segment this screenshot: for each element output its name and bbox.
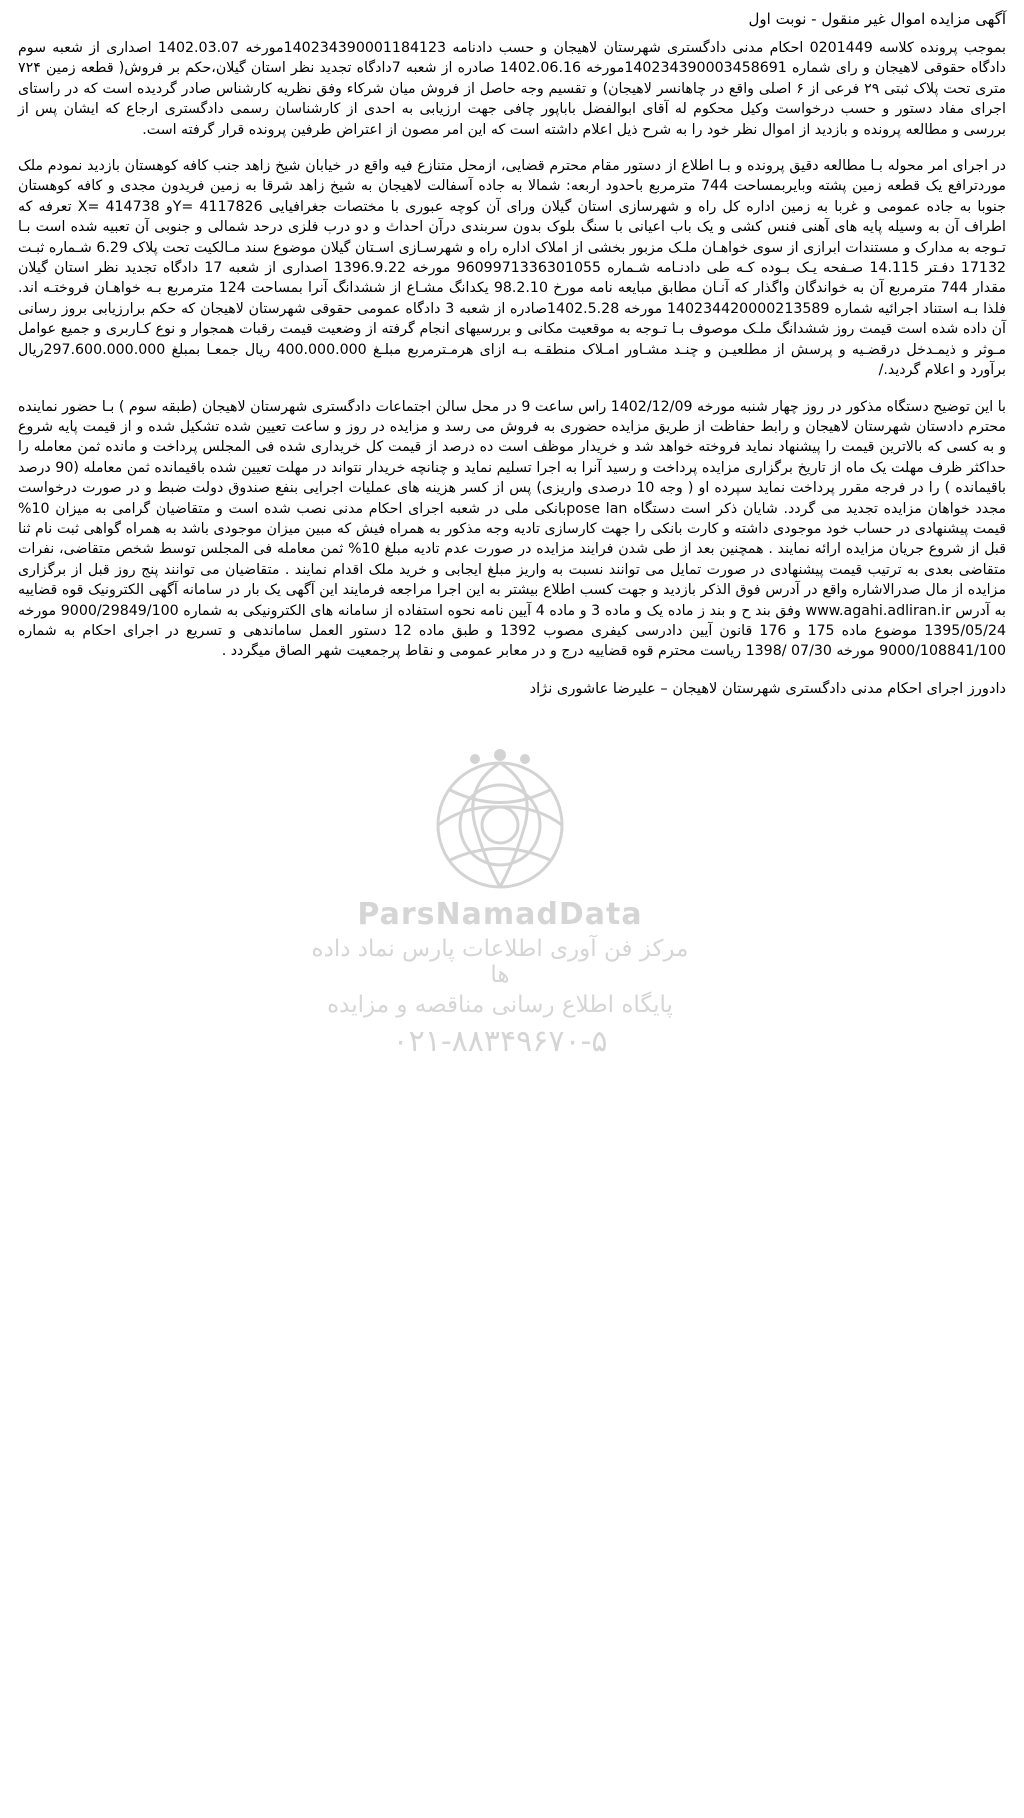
watermark-logo-icon [405, 745, 595, 895]
watermark-phone: ۰۲۱-۸۸۳۴۹۶۷۰-۵ [392, 1024, 608, 1059]
notice-title: آگهی مزایده اموال غیر منقول - نوبت اول [748, 10, 1006, 28]
watermark-line-1: مرکز فن آوری اطلاعات پارس نماد داده ها [311, 936, 689, 988]
paragraph-expert-appraisal: در اجرای امر محوله بـا مطالعه دقیق پرونده و بـا اطلاع از دستور مقام محترم قضایی، ازمحل متنازع فیه واقع در خیابان شیخ زاهد جنب کافه کوهستان بازدید نمودم ملک موردترافع یک قطعه زمین پشته وبایربمساحت 744 مترمربع باحدود اربعه: شمالا به جاده آسفالت لاهیجان به شیخ زاهد شرقا به زمین فریدون مجدی و کافه کوهستان جنوبا به جاده عمومی و غربا به زمین اداره کل راه و شهرسازی استان گیلان ورای آن کوچه عبوری با مختصات جغرافیایی 4117826 =Yو X= 414738 تعرفه که اطراف آن به وسیله پایه های آهنی فنس کشی و یک باب اعیانی با سنگ بلوک بدون سربندی درآن احداث و دو درب فلزی درحد شمالی و جنوبی آن تعبیه شده است بـا تـوجه به مدارک و مستندات ابرازی از سوی خواهـان ملـک مزبور بخشی از املاک اداره راه و شهرسـازی اسـتان گیلان موضوع سند مـالکیت تحت پلاک 6.29 شـماره ثبـت 17132 دفـتر 14.115 صـفحه یـک بـوده کـه طی دادنـامه شـماره 9609971336301055 مورخه 1396.9.22 اصداری از شعبه 17 دادگاه تجدید نظر استان گیلان مقدار 744 مترمربع آن به خواندگان واگذار که آنـان مطابق مبایعه نامه مورخ 98.2.10 یکدانگ مشـاع از ششدانگ آنرا بمساحت 124 مترمربع بـه خواهـان فروختـه اند. فلذا بـه استناد اجرائیه شماره 140234420000213589 مورخه 1402.5.28صادره از شعبه 3 دادگاه عمومی حقوقی شهرستان لاهیجان که حکم برارزیابی بروز رسانی آن داده شده است قیمت روز ششدانگ ملـک موصوف بـا تـوجه به موقعیت مکانی و بررسیهای انجام گرفته از وضعیت قیمت رقبات همجوار و نوع کـاربری و جمیع عوامل مـوثر و ذیمـدخل درقضـیه و پرسش از مطلعیـن و چنـد مشـاور امـلاک منطقـه بـه ازای هرمـترمربع مبلـغ 400.000.000 ریال جمعـا بمبلغ 297.600.000.000ریال برآورد و اعلام گردید./ [18, 158, 1006, 379]
paragraph-case-background: بموجب پرونده کلاسه 0201449 احکام مدنی دادگستری شهرستان لاهیجان و حسب دادنامه 140234390001184123مورخه 1402.03.07 اصداری از شعبه سوم دادگاه حقوقی لاهیجان و رای شماره 140234390003458691مورخه 1402.06.16 صادره از شعبه 7دادگاه تجدید نظر استان گیلان،حکم بر فروش( قطعه زمین ۷۲۴ متری تحت پلاک ثبتی ۲۹ فرعی از ۶ اصلی واقع در چاهانسر لاهیجان) و تقسیم وجه حاصل از فروش میان شرکاء وفق نظریه کارشناس صادر گردیده است که در راستای اجرای مفاد دستور و حسب درخواست وکیل محکوم له آقای ابوالفضل باباپور چافی جهت ارزیابی به احدی از کارشناسان رسمی دادگستری ارجاع که ایشان پس از بررسی و مطالعه پرونده و بازدید از اموال نظر خود را به شرح ذیل اعلام داشته است که این امر مصون از اعتراض طرفین پرونده قرار گرفته است. [18, 40, 1006, 138]
signature-line: دادورز اجرای احکام مدنی دادگستری شهرستان لاهیجان – علیرضا عاشوری نژاد [529, 679, 1006, 697]
paragraph-auction-terms: با این توضیح دستگاه مذکور در روز چهار شنبه مورخه 1402/12/09 راس ساعت 9 در محل سالن اجتماعات دادگستری شهرستان لاهیجان (طبقه سوم ) بـا حضور نماینده محترم دادستان شهرستان لاهیجان و رابط حفاظت از طریق مزایده حضوری به فروش می رسد و مزایده در روز و ساعت تعیین شده تشکیل شده و از قیمت پایه شروع و به کسی که بالاترین قیمت را پیشنهاد نماید فروخته خواهد شد و خریدار موظف است ده درصد از قیمت کل خریداری شده فی المجلس پرداخت و مانده ثمن معامله را حداکثر ظرف مهلت یک ماه از تاریخ برگزاری مزایده پرداخت و رسید آنرا به اجرا تسلیم نماید و چنانچه خریدار نتواند در مهلت تعیین شده باقیمانده ثمن معامله (90 درصد باقیمانده ) را در فرجه مقرر پرداخت نماید سپرده او ( وجه 10 درصدی واریزی) پس از کسر هزینه های عملیات اجرایی بنفع صندوق دولت ضبط و در صورت درخواست مجدد خواهان مزایده تجدید می گردد. شایان ذکر است دستگاه pose lanبانکی ملی در شعبه اجرای احکام مدنی نصب شده است و متقاضیان گرامی به میزان 10% قیمت پیشنهادی در حساب خود موجودی داشته و کارت بانکی را جهت کارسازی تادیه وجه مذکور به همراه فیش که مبین میزان موجودی باشد به همراه گواهی ثبت نام ثنا قبل از شروع جریان مزایده ارائه نمایند . همچنین بعد از طی شدن فرایند مزایده در صورت عدم تادیه مبلغ 10% ثمن معامله فی المجلس توسط شخص متقاضی، نفرات متقاضی بعدی به ترتیب قیمت پیشنهادی در صورت تمایل می توانند نسبت به واریز مبلغ ایجابی و خرید ملک اقدام نمایند . متقاضیان می توانند پنج روز قبل از برگزاری مزایده از مال صدرالاشاره واقع در آدرس فوق الذکر بازدید و جهت کسب اطلاع بیشتر به این اجرا مراجعه فرمایند این آگهی یک بار در سامانه آگهی الکترونیک قوه قضاییه به آدرس www.agahi.adliran.ir وفق بند ح و بند ز ماده یک و ماده 3 و ماده 4 آیین نامه نحوه استفاده از سامانه های الکترونیکی به شماره 9000/29849/100 مورخه 1395/05/24 موضوع ماده 175 و 176 قانون آیین دادرسی کیفری مصوب 1392 و طبق ماده 12 دستور العمل ساماندهی و تسریع در اجرای احکام به شماره 9000/108841/100 مورخه 07/30 /1398 ریاست محترم قوه قضاییه درج و در معابر عمومی و نقاط پرجمعیت شهر الصاق میگردد . [18, 398, 1007, 660]
notice-document [18, 8, 1006, 700]
watermark [300, 745, 700, 1175]
watermark-line-2: پایگاه اطلاع رسانی مناقصه و مزایده [327, 992, 673, 1018]
watermark-brand: ParsNamadData [357, 897, 643, 932]
